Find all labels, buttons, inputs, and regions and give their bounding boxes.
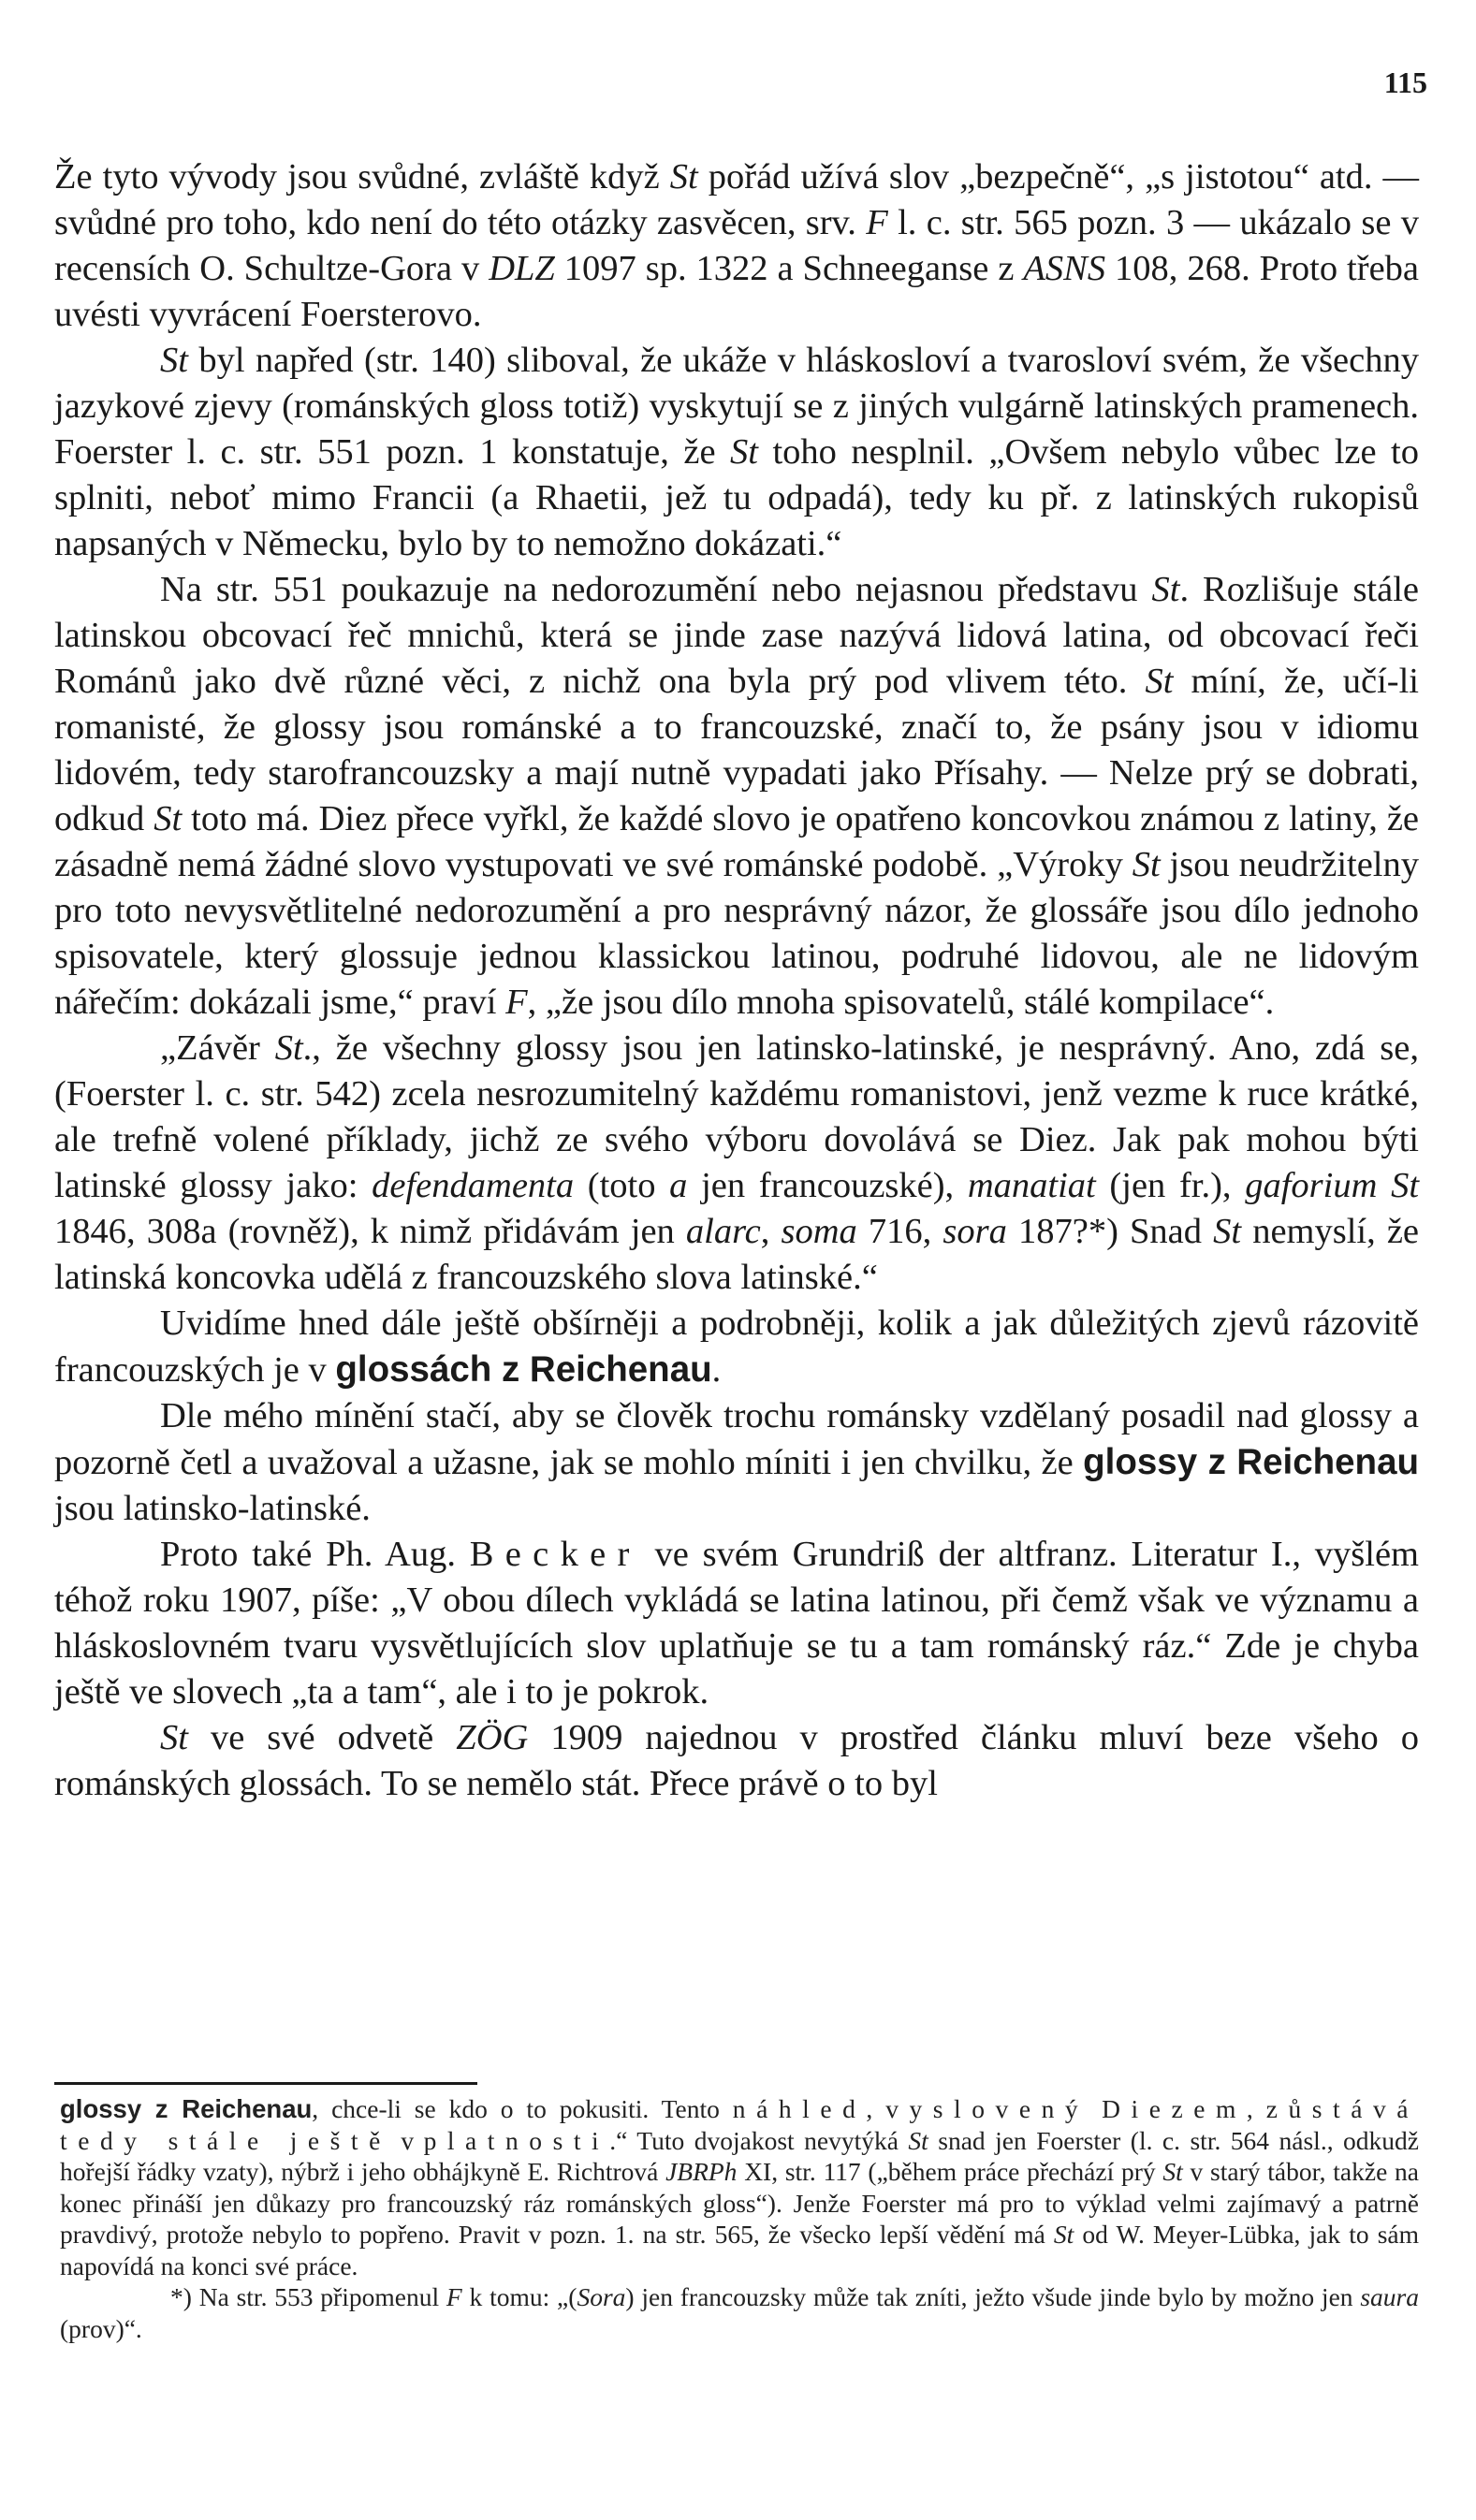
footnote-continued: glossy z Reichenau, chce-li se kdo o to pokusiti. Tento náhled, vyslovený Diezem, zůstává tedy stále ještě v platnosti.“ Tuto dvojakost nevytýká St snad jen Foerster (l. c. str. 564 násl., odkudž hořejší řádky vzaty), nýbrž i jeho obhájkyně E. Richtrová JBRPh XI, str. 117 („během práce přechází prý St v starý tábor, takže na konec přináší jen důkazy pro francouzský ráz románských gloss“). Jenže Foerster má pro to výklad velmi zajímavý a patrně pravdivý, protože nebylo to popřeno. Pravit v pozn. 1. na str. 565, že všecko lepší vědění má St od W. Meyer-Lübka, jak to sám napovídá na konci své práce.	[60, 2094, 1420, 2280]
paragraph: Na str. 551 poukazuje na nedorozumění nebo nejasnou představu St. Rozlišuje stále latinskou obcovací řeč mnichů, která se jinde zase nazývá lidová latina, od obcovací řeči Románů jako dvě různé věci, z nichž ona byla prý pod vlivem této. St míní, že, učí-li romanisté, že glossy jsou románské a to francouzské, značí to, že psány jsou v idiomu lidovém, tedy starofrancouzsky a mají nutně vypadati jako Přísahy. — Nelze prý se dobrati, odkud St toto má. Diez přece vyřkl, že každé slovo je opatřeno koncovkou známou z latiny, že zásadně nemá žádné slovo vystupovati ve své románské podobě. „Výroky St jsou neudržitelny pro toto nevysvětlitelné nedorozumění a pro nesprávný názor, že glossáře jsou dílo jednoho spisovatele, který glossuje jednou klassickou latinou, podruhé lidovou, ale ne lidovým nářečím: dokázali jsme,“ praví F, „že jsou dílo mnoha spisovatelů, stálé kompilace“.	[54, 570, 1420, 1022]
paragraph: Uvidíme hned dále ještě obšírněji a podrobněji, kolik a jak důležitých zjevů rázovitě francouzských je v glossách z Reichenau.	[54, 1304, 1419, 1390]
paragraph: Proto také Ph. Aug. Becker ve svém Grundriß der altfranz. Literatur I., vyšlém téhož roku 1907, píše: „V obou dílech vykládá se latina latinou, při čemž však ve významu a hláskoslovném tvaru vysvětlujících slov uplatňuje se tu a tam románský ráz.“ Zde je chyba ještě ve slovech „ta a tam“, ale i to je pokrok.	[54, 1535, 1419, 1712]
footnote-separator	[54, 2082, 477, 2085]
main-text	[54, 154, 1419, 1807]
paragraph: St byl napřed (str. 140) sliboval, že ukáže v hláskosloví a tvarosloví svém, že všechny jazykové zjevy (románských gloss totiž) vyskytují se z jiných vulgárně latinských pramenech. Foerster l. c. str. 551 pozn. 1 konstatuje, že St toho nesplnil. „Ovšem nebylo vůbec lze to splniti, neboť mimo Francii (a Rhaetii, jež tu odpadá), tedy ku př. z latinských rukopisů napsaných v Německu, bylo by to nemožno dokázati.“	[54, 341, 1419, 563]
paragraph: „Závěr St., že všechny glossy jsou jen latinsko-latinské, je nesprávný. Ano, zdá se, (Foerster l. c. str. 542) zcela nesrozumitelný každému romanistovi, jenž vezme k ruce krátké, ale trefně volené příklady, jichž ze svého výboru dovolává se Diez. Jak pak mohou býti latinské glossy jako: defendamenta (toto a jen francouzské), manatiat (jen fr.), gaforium St 1846, 308a (rovněž), k nimž přidávám jen alarc, soma 716, sora 187?*) Snad St nemyslí, že latinská koncovka udělá z francouzského slova latinské.“	[54, 1028, 1420, 1297]
paragraph: Dle mého mínění stačí, aby se člověk trochu románsky vzdělaný posadil nad glossy a pozorně četl a uvažoval a užasne, jak se mohlo míniti i jen chvilku, že glossy z Reichenau jsou latinsko-latinské.	[54, 1396, 1419, 1528]
footnotes	[60, 2093, 1419, 2344]
paragraph: St ve své odvetě ZÖG 1909 najednou v prostřed článku mluví beze všeho o románských glossách. To se nemělo stát. Přece právě o to byl	[54, 1718, 1419, 1803]
footnote: *) Na str. 553 připomenul F k tomu: „(Sora) jen francouzsky může tak zníti, ježto všude jinde bylo by možno jen saura (prov)“.	[60, 2282, 1419, 2343]
paragraph: Že tyto vývody jsou svůdné, zvláště když St pořád užívá slov „bezpečně“, „s jistotou“ atd. — svůdné pro toho, kdo není do této otázky zasvěcen, srv. F l. c. str. 565 pozn. 3 — ukázalo se v recensích O. Schultze-Gora v DLZ 1097 sp. 1322 a Schneeganse z ASNS 108, 268. Proto třeba uvésti vyvrácení Foersterovo.	[54, 157, 1420, 334]
page-number: 115	[1383, 66, 1427, 99]
